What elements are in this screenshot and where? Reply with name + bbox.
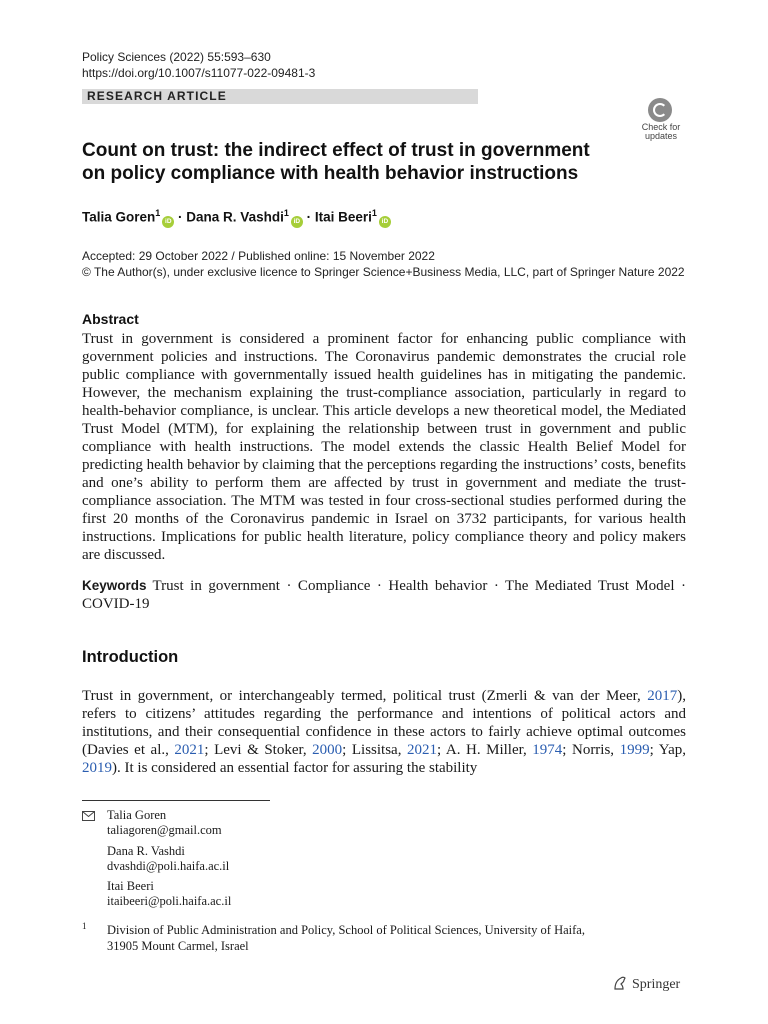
contact-name: Itai Beeri [107, 879, 154, 893]
accepted-published: Accepted: 29 October 2022 / Published online: 15 November 2022 [82, 249, 435, 263]
article-type-banner [82, 89, 478, 104]
copyright-notice: © The Author(s), under exclusive licence to Springer Science+Business Media, LLC, part of Springer Nature 2022 [82, 265, 685, 279]
keywords [82, 577, 686, 613]
keywords-label: Keywords [82, 578, 147, 593]
contact-email[interactable]: taliagoren@gmail.com [107, 823, 222, 837]
citation-link[interactable]: 2017 [647, 688, 678, 704]
contact-email[interactable]: itaibeeri@poli.haifa.ac.il [107, 894, 232, 908]
article-title: Count on trust: the indirect effect of trust in government on policy compliance with health behavior instructions [82, 140, 590, 184]
footnote-divider [82, 800, 270, 801]
author-name[interactable]: Talia Goren [82, 209, 156, 225]
citation-link[interactable]: 1974 [532, 742, 563, 758]
springer-horse-icon [612, 975, 628, 991]
envelope-icon [82, 811, 95, 821]
contact-email[interactable]: dvashdi@poli.haifa.ac.il [107, 859, 230, 873]
publisher-name: Springer [632, 977, 681, 992]
footnote-mark: 1 [82, 921, 87, 931]
contact-entry [107, 808, 222, 838]
contact-name: Talia Goren [107, 808, 167, 822]
section-heading-introduction: Introduction [82, 648, 179, 666]
orcid-icon[interactable]: iD [162, 216, 174, 228]
introduction-paragraph: Trust in government, or interchangeably termed, political trust (Zmerli & van der Meer, 2017), refers to citizens’ attitudes regarding the performance and intentions of political actors and institutions, and their consequential confidence in these actors to fairly achieve optimal outcomes (Davies et al., 2021; Levi & Stoker, 2000; Lissitsa, 2021; A. H. Miller, 1974; Norris, 1999; Yap, 2019). It is considered an essential factor for assuring the stability [82, 688, 686, 776]
keywords-list: Trust in government · Compliance · Health behavior · The Mediated Trust Model · COVID-19 [82, 578, 686, 612]
citation-link[interactable]: 2019 [82, 760, 112, 776]
author-name[interactable]: Itai Beeri [314, 209, 372, 225]
journal-citation: Policy Sciences (2022) 55:593–630 [82, 50, 271, 64]
author-name[interactable]: Dana R. Vashdi [186, 209, 284, 225]
check-updates-label: Check for updates [641, 122, 681, 141]
doi-link[interactable]: https://doi.org/10.1007/s11077-022-09481-3 [82, 66, 316, 80]
abstract-heading: Abstract [82, 311, 139, 327]
contact-entry [107, 844, 229, 874]
contact-entry [107, 879, 231, 909]
citation-link[interactable]: 2021 [407, 742, 437, 758]
citation-link[interactable]: 1999 [619, 742, 650, 758]
contact-name: Dana R. Vashdi [107, 844, 185, 858]
check-for-updates-badge[interactable] [633, 96, 689, 144]
check-updates-icon [648, 98, 672, 122]
publication-dates [82, 248, 685, 280]
citation-link[interactable]: 2000 [312, 742, 343, 758]
article-type-label: RESEARCH ARTICLE [87, 89, 227, 103]
journal-info [82, 49, 315, 81]
citation-link[interactable]: 2021 [174, 742, 205, 758]
abstract-text: Trust in government is considered a prominent factor for enhancing public compliance with government policies and instructions. The Coronavirus pandemic demonstrates the crucial role public compliance with governmentally issued health guidelines has in mitigating the pandemic. However, the mechanism explaining the trust-compliance association, particularly in regard to health-behavior compliance, is unclear. This article develops a new theoretical model, the Mediated Trust Model (MTM), for explaining the relationship between trust in government and public compliance with health instructions. The model extends the classic Health Belief Model for predicting health behavior by claiming that the perceptions regarding the instructions’ costs, benefits and one’s ability to perform them are affected by trust in government and mediate the trust-compliance association. The MTM was tested in four cross-sectional studies performed during the first 20 months of the Coronavirus pandemic in Israel on 3732 participants, for various health instructions. Implications for public health literature, policy compliance theory and policy makers are discussed. [82, 331, 686, 563]
affiliation-footnote: Division of Public Administration and Policy, School of Political Sciences, University of Haifa, 31905 Mount Carmel, Israel [107, 923, 585, 953]
orcid-icon[interactable]: iD [379, 216, 391, 228]
publisher-logo [612, 975, 680, 993]
orcid-icon[interactable]: iD [291, 216, 303, 228]
author-list: Talia Goren$^1$iD · Dana R. Vashdi$^1$iD · Itai Beeri$^1$iD [82, 208, 391, 228]
